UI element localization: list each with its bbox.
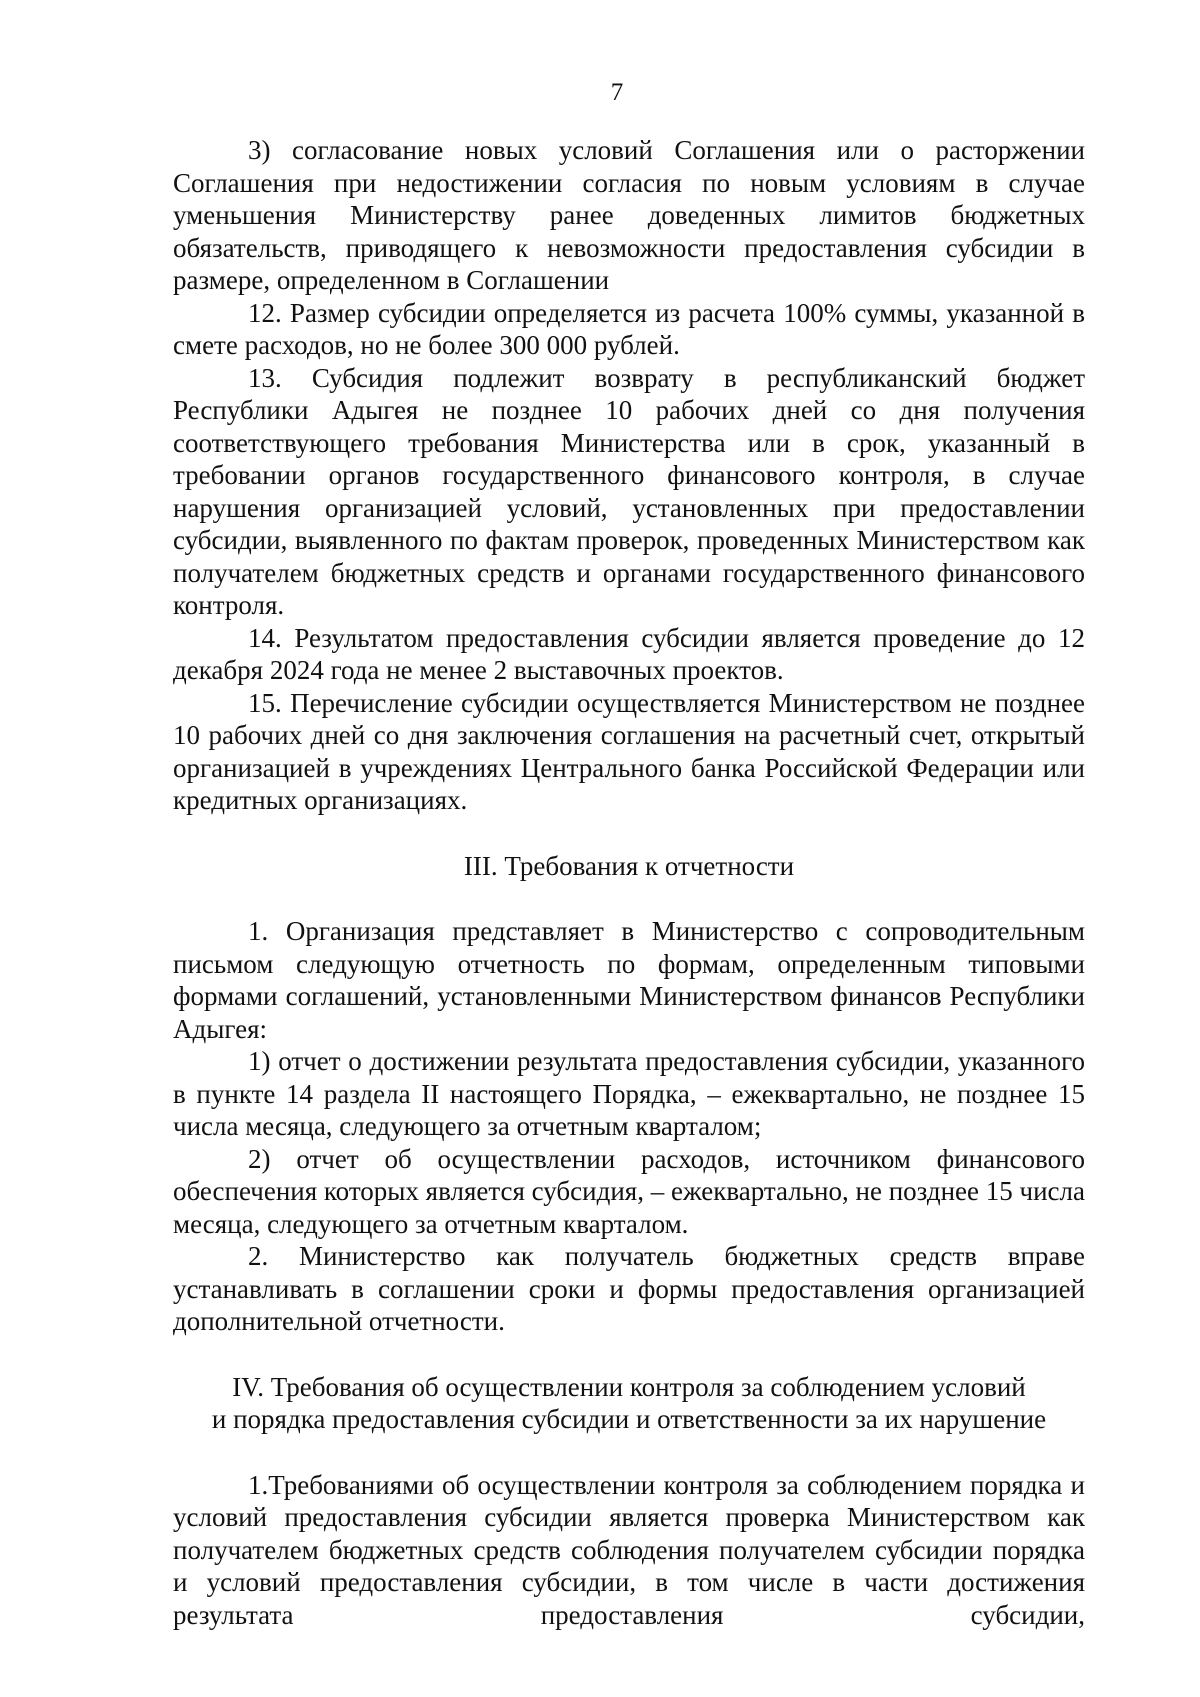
document-body [173, 134, 1085, 1631]
section-4-heading [173, 1371, 1085, 1436]
section-4-heading-line-2: и порядка предоставления субсидии и ответственности за их нарушение [211, 1404, 1047, 1434]
section-4-heading-line-1: IV. Требования об осуществлении контроля за соблюдением условий [232, 1371, 1026, 1402]
page-number: 7 [610, 79, 624, 106]
section-3-subitem-1: 1) отчет о достижении результата предоставления субсидии, указанного в пункте 14 раздела II настоящего Порядка, – ежеквартально, не позднее 15 числа месяца, следующего за отчетным кварталом; [173, 1046, 1085, 1141]
section-3-subitem-2: 2) отчет об осуществлении расходов, источником финансового обеспечения которых является субсидия, – ежеквартально, не позднее 15 числа месяца, следующего за отчетным кварталом. [173, 1143, 1085, 1239]
paragraph-14-subsidy-result: 14. Результатом предоставления субсидии является проведение до 12 декабря 2024 года не менее 2 выставочных проектов. [173, 622, 1085, 685]
section-3-heading: III. Требования к отчетности [463, 850, 795, 881]
paragraph-item-3: 3) согласование новых условий Соглашения или о расторжении Соглашения при недостижении согласия по новым условиям в случае уменьшения Министерству ранее доведенных лимитов бюджетных обязательств, приводящего к невозможности предоставления субсидии в размере, определенном в Соглашении [173, 135, 1085, 295]
paragraph-12-subsidy-amount: 12. Размер субсидии определяется из расчета 100% суммы, указанной в смете расходов, но не более 300 000 рублей. [173, 297, 1085, 360]
paragraph-15-subsidy-transfer: 15. Перечисление субсидии осуществляется Министерством не позднее 10 рабочих дней со дня заключения соглашения на расчетный счет, открытый организацией в учреждениях Центрального банка Российской Федерации или кредитных организациях. [173, 687, 1085, 815]
section-3-paragraph-2: 2. Министерство как получатель бюджетных средств вправе устанавливать в соглашении сроки и формы предоставления организацией дополнительной отчетности. [173, 1241, 1085, 1336]
section-4-paragraph-1: 1.Требованиями об осуществлении контроля за соблюдением порядка и условий предоставления субсидии является проверка Министерством как получателем бюджетных средств соблюдения получателем субсидии порядка и условий предоставления субсидии, в том числе в части достижения результата предоставления субсидии, [173, 1469, 1085, 1630]
paragraph-13-subsidy-return: 13. Субсидия подлежит возврату в республиканский бюджет Республики Адыгея не позднее 10 рабочих дней со дня получения соответствующего требования Министерства или в срок, указанный в требовании органов государственного финансового контроля, в случае нарушения организацией условий, установленных при предоставлении субсидии, выявленного по фактам проверок, проведенных Министерством как получателем бюджетных средств и органами государственного финансового контроля. [173, 362, 1085, 620]
section-3-paragraph-1: 1. Организация представляет в Министерство с сопроводительным письмом следующую отчетность по формам, определенным типовыми формами соглашений, установленными Министерством финансов Республики Адыгея: [173, 916, 1085, 1044]
